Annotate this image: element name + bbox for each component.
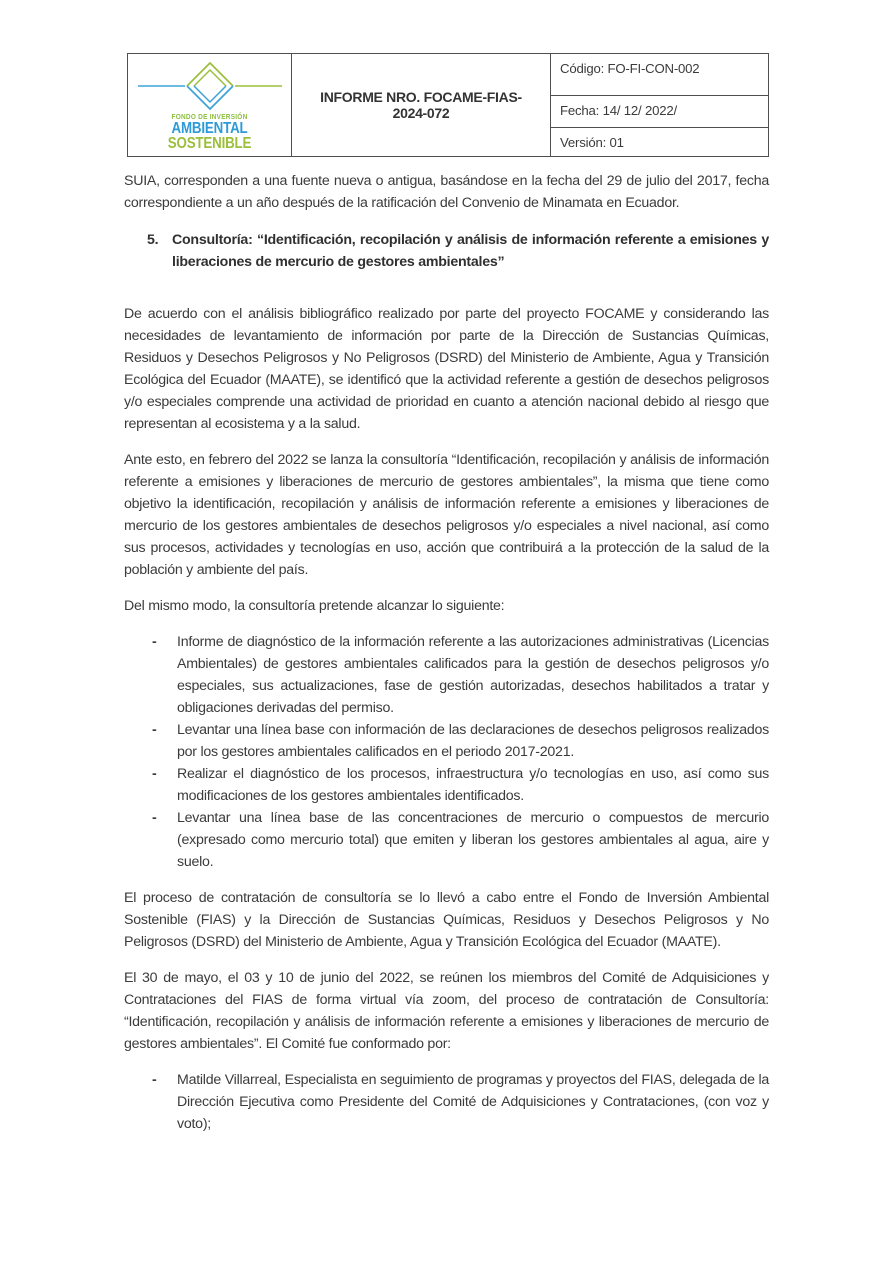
list-item xyxy=(124,807,769,873)
logo-ambiental-text: AMBIENTAL xyxy=(171,119,248,137)
committee-list xyxy=(124,1069,769,1135)
document-body xyxy=(124,170,769,1135)
paragraph-ante-esto: Ante esto, en febrero del 2022 se lanza la consultoría “Identificación, recopilación y análisis de información referente a emisiones y liberaciones de mercurio de gestores ambientales”, la misma que tiene como objetivo la identificación, recopilación y análisis de información referente a emisiones y liberaciones de mercurio de los gestores ambientales de desechos peligrosos y/o especiales a nivel nacional, así como sus procesos, actividades y tecnologías en uso, acción que contribuirá a la protección de la salud de la población y ambiente del país. xyxy=(124,452,769,578)
list-item xyxy=(124,763,769,807)
list-item-text: Levantar una línea base con información de las declaraciones de desechos peligrosos realizados por los gestores ambientales calificados en el periodo 2017-2021. xyxy=(177,722,769,760)
bullet-dash: - xyxy=(152,1072,157,1088)
list-item-text: Matilde Villarreal, Especialista en seguimiento de programas y proyectos del FIAS, delegada de la Dirección Ejecutiva como Presidente del Comité de Adquisiciones y Contrataciones, (con voz y voto); xyxy=(177,1072,769,1132)
codigo-field: Código: FO-FI-CON-002 xyxy=(560,61,700,76)
logo-cell xyxy=(128,54,292,156)
version-field: Versión: 01 xyxy=(551,127,768,157)
paragraph-de-acuerdo: De acuerdo con el análisis bibliográfico realizado por parte del proyecto FOCAME y considerando las necesidades de levantamiento de información por parte de la Dirección de Sustancias Químicas, Residuos y Desechos Peligrosos y No Peligrosos (DSRD) del Ministerio de Ambiente, Agua y Transición Ecológica del Ecuador (MAATE), se identificó que la actividad referente a gestión de desechos peligrosos y/o especiales comprende una actividad de prioridad en cuanto a atención nacional debido al riesgo que representan al ecosistema y a la salud. xyxy=(124,306,769,432)
document-header-table xyxy=(127,53,769,157)
logo-wordmark xyxy=(168,113,251,152)
paragraph-suia: SUIA, corresponden a una fuente nueva o antigua, basándose en la fecha del 29 de julio del 2017, fecha correspondiente a un año después de la ratificación del Convenio de Minamata en Ecuador. xyxy=(124,173,769,211)
meta-cell xyxy=(551,54,768,156)
bullet-dash: - xyxy=(152,722,157,738)
bullet-dash: - xyxy=(152,766,157,782)
logo-sostenible-text: SOSTENIBLE xyxy=(167,135,252,153)
objectives-list xyxy=(124,631,769,873)
section-heading xyxy=(124,229,769,273)
list-item-text: Levantar una línea base de las concentraciones de mercurio o compuestos de mercurio (expresado como mercurio total) que emiten y liberan los gestores ambientales al agua, aire y suelo. xyxy=(177,810,769,870)
paragraph-proceso-contratacion: El proceso de contratación de consultoría se lo llevó a cabo entre el Fondo de Inversión Ambiental Sostenible (FIAS) y la Dirección de Sustancias Químicas, Residuos y Desechos Peligrosos y No Peligrosos (DSRD) del Ministerio de Ambiente, Agua y Transición Ecológica del Ecuador (MAATE). xyxy=(124,890,769,950)
fecha-field: Fecha: 14/ 12/ 2022/ xyxy=(551,95,768,127)
list-item xyxy=(124,719,769,763)
list-item-text: Informe de diagnóstico de la información referente a las autorizaciones administrativas (Licencias Ambientales) de gestores ambientales calificados para la gestión de desechos peligrosos y/o especiales, sus actualizaciones, fase de gestión autorizadas, desechos habilitados a tratar y obligaciones derivadas del permiso. xyxy=(177,634,769,716)
fias-logo-icon xyxy=(135,60,285,112)
list-item-text: Realizar el diagnóstico de los procesos, infraestructura y/o tecnologías en uso, así como sus modificaciones de los gestores ambientales identificados. xyxy=(177,766,769,804)
bullet-dash: - xyxy=(152,634,157,650)
paragraph-del-mismo-modo: Del mismo modo, la consultoría pretende alcanzar lo siguiente: xyxy=(124,598,505,614)
list-item xyxy=(124,1069,769,1135)
bullet-dash: - xyxy=(152,810,157,826)
list-item xyxy=(124,631,769,719)
report-title: INFORME NRO. FOCAME-FIAS-2024-072 xyxy=(292,54,551,156)
logo-fondo-text: FONDO DE INVERSIÓN xyxy=(171,112,248,122)
paragraph-reunion-comite: El 30 de mayo, el 03 y 10 de junio del 2022, se reúnen los miembros del Comité de Adquisiciones y Contrataciones del FIAS de forma virtual vía zoom, del proceso de contratación de Consultoría: “Identificación, recopilación y análisis de información referente a emisiones y liberaciones de mercurio de gestores ambientales”. El Comité fue conformado por: xyxy=(124,970,769,1052)
section-heading-text: Consultoría: “Identificación, recopilación y análisis de información referente a emisiones y liberaciones de mercurio de gestores ambientales” xyxy=(172,232,769,270)
section-number: 5. xyxy=(147,232,159,248)
